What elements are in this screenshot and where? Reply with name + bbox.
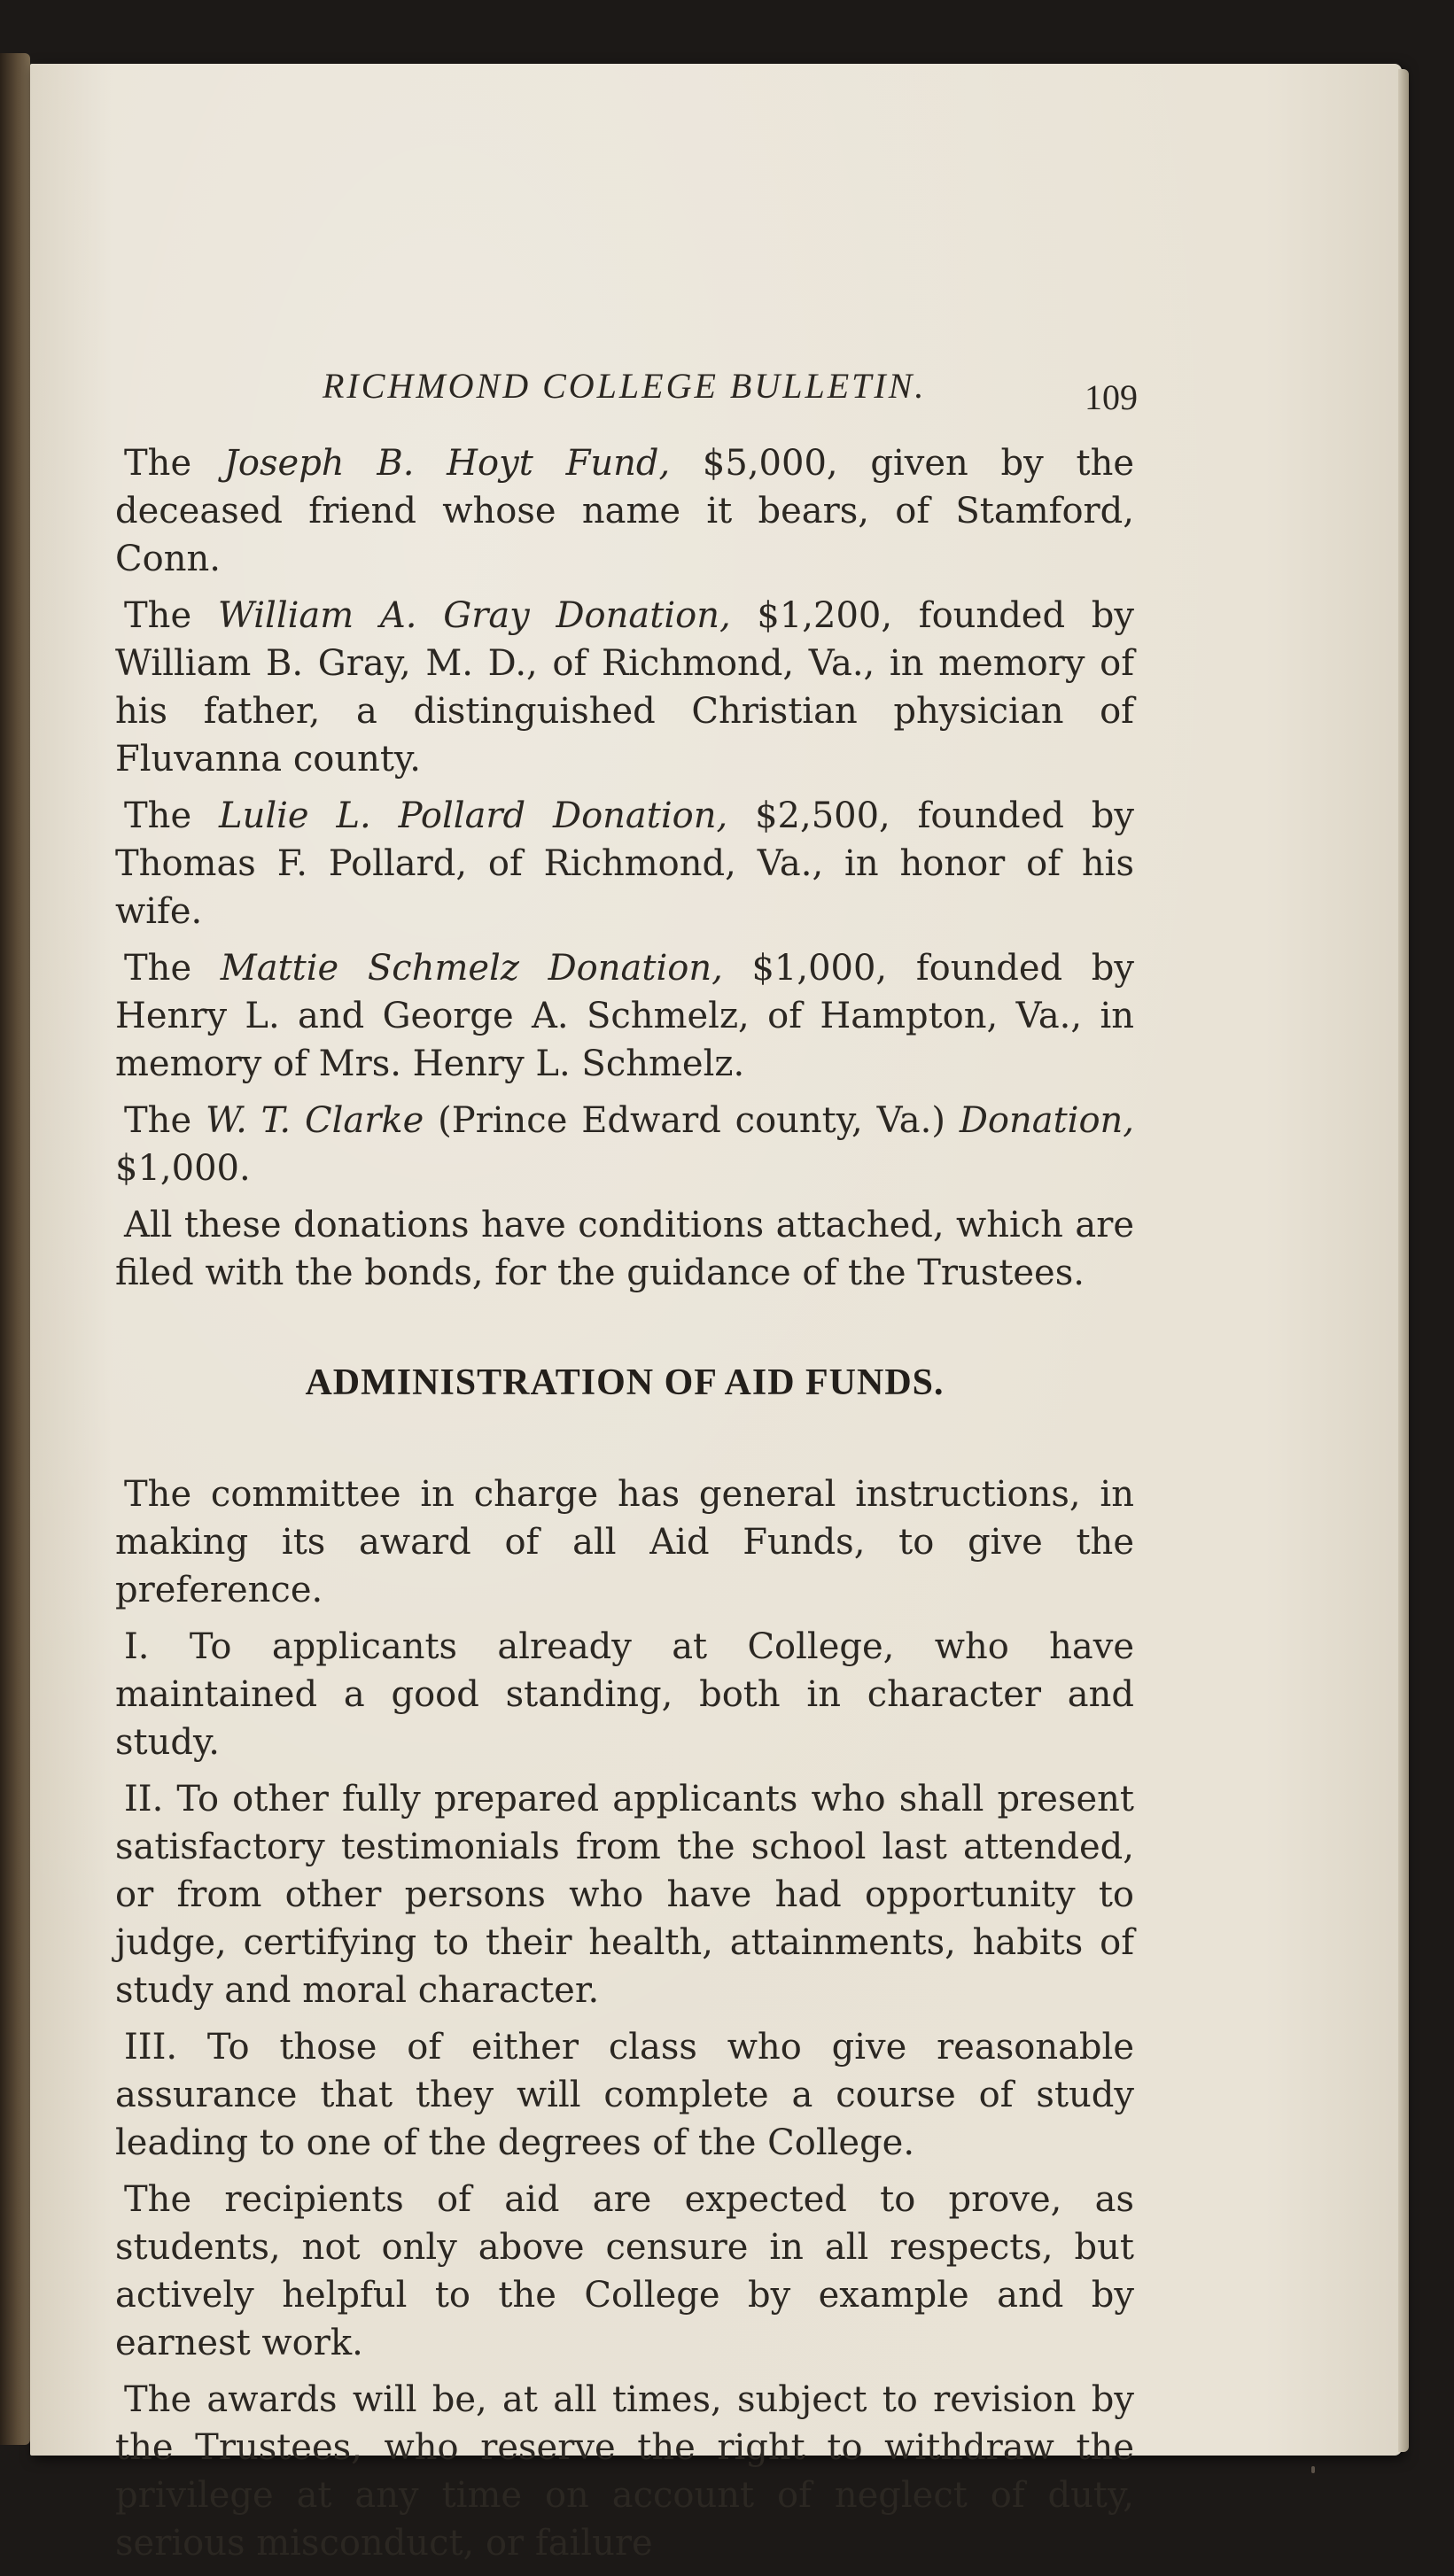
section-paragraph: The recipients of aid are expected to prove, as students, not only above censure in all respects, but actively helpful to the College by example and by earnest work.	[115, 2179, 1134, 2363]
donation-paragraph: The William A. Gray Donation, $1,200, founded by William B. Gray, M. D., of Richmond, Va., in memory of his father, a distinguished Christian physician of Fluvanna county.	[115, 595, 1135, 780]
donation-name: William A. Gray Donation,	[217, 595, 731, 636]
donation-name: Mattie Schmelz Donation,	[220, 948, 723, 989]
section-paragraph: The awards will be, at all times, subject to revision by the Trustees, who reserve the right to withdraw the privilege at any time on account of neglect of duty, serious misconduct, or failure	[115, 2379, 1134, 2564]
donation-name: Lulie L. Pollard Donation,	[219, 795, 728, 836]
donation-paragraph-clarke: The W. T. Clarke (Prince Edward county, Va.) Donation, $1,000.	[115, 1100, 1134, 1189]
page-number: 109	[1085, 377, 1138, 417]
page-body	[115, 439, 1134, 2576]
donation-paragraph: The Joseph B. Hoyt Fund, $5,000, given by the deceased friend whose name it bears, of Stamford, Conn.	[115, 443, 1135, 579]
ink-speck	[1311, 2466, 1315, 2473]
section-paragraph: I. To applicants already at College, who have maintained a good standing, both in character and study.	[115, 1626, 1134, 1763]
conditions-note: All these donations have conditions attached, which are filed with the bonds, for the guidance of the Trustees.	[115, 1205, 1134, 1293]
section-paragraph: II. To other fully prepared applicants who shall present satisfactory testimonials from the school last attended, or from other persons who have had opportunity to judge, certifying to their health, attainments, habits of study and moral character.	[115, 1779, 1134, 2011]
left-page-edge	[0, 53, 30, 2445]
donation-paragraph: The Mattie Schmelz Donation, $1,000, founded by Henry L. and George A. Schmelz, of Hampton, Va., in memory of Mrs. Henry L. Schmelz.	[115, 948, 1134, 1084]
running-header: RICHMOND COLLEGE BULLETIN.	[323, 366, 927, 406]
book-page	[30, 64, 1402, 2564]
section-paragraph: The committee in charge has general instructions, in making its award of all Aid Funds, to give the preference.	[115, 1474, 1134, 1610]
donation-name: Joseph B. Hoyt Fund,	[223, 443, 671, 484]
section-paragraph: III. To those of either class who give reasonable assurance that they will complete a course of study leading to one of the degrees of the College.	[115, 2027, 1134, 2163]
section-title: ADMINISTRATION OF AID FUNDS.	[305, 1362, 945, 1403]
page-edge-right	[1398, 69, 1409, 2452]
donation-paragraph: The Lulie L. Pollard Donation, $2,500, founded by Thomas F. Pollard, of Richmond, Va., in honor of his wife.	[115, 795, 1134, 932]
donation-name: W. T. Clarke	[205, 1100, 424, 1141]
